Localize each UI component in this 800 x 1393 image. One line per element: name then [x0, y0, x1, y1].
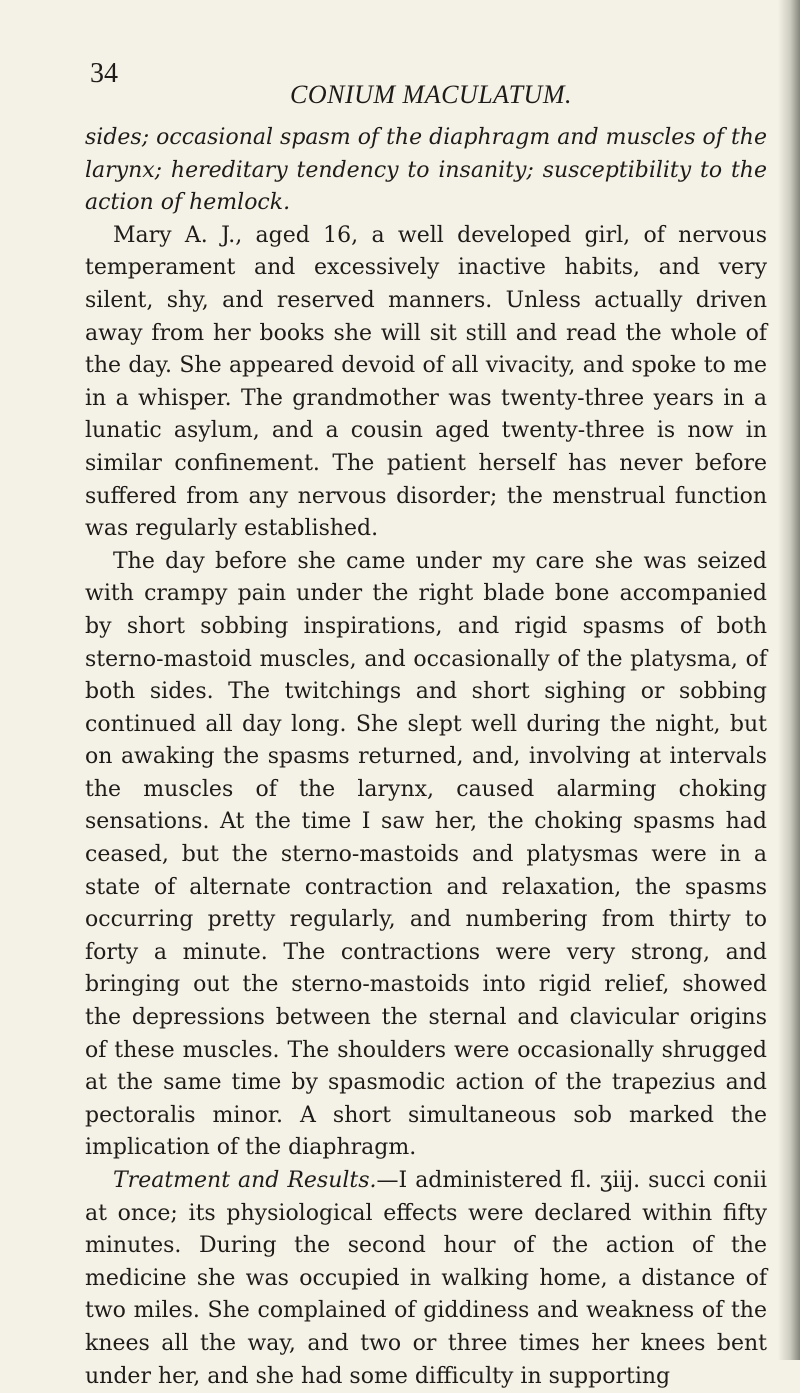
treatment-text: —I administered fl. ʒiij. succi conii at once; its physiological effects were declared within fifty minutes. During the second hour of the action of the medicine she was occupied in walking home, a distance of two miles. She complained of giddiness and weakness of the knees all the way, and two or three times her knees bent under her, and she had some difficulty in supporting: [85, 1168, 767, 1389]
paragraph-symptoms: The day before she came under my care she was seized with crampy pain under the right blade bone accompanied by short sobbing inspirations, and rigid spasms of both sterno-mastoid muscles, and occasionally of the platysma, of both sides. The twitchings and short sighing or sobbing continued all day long. She slept well during the night, but on awaking the spasms returned, and, involving at intervals the muscles of the larynx, caused alarming choking sensations. At the time I saw her, the choking spasms had ceased, but the sterno-mastoids and platysmas were in a state of alternate contraction and relaxation, the spasms occurring pretty regularly, and numbering from thirty to forty a minute. The contractions were very strong, and bringing out the sterno-mastoids into rigid relief, showed the depressions between the sternal and clavicular origins of these muscles. The shoulders were occasionally shrugged at the same time by spasmodic action of the trapezius and pectoralis minor. A short simultaneous sob marked the implication of the diaphragm.: [85, 548, 767, 1161]
running-title: CONIUM MACULATUM.: [290, 80, 572, 109]
page-number: 34: [90, 58, 118, 89]
body-text: [85, 122, 767, 1393]
paragraph-case-history: Mary A. J., aged 16, a well developed girl, of nervous temperament and excessively inactive habits, and very silent, shy, and reserved manners. Unless actually driven away from her books she will sit still and read the whole of the day. She appeared devoid of all vivacity, and spoke to me in a whisper. The grandmother was twenty-three years in a lunatic asylum, and a cousin aged twenty-three is now in similar confinement. The patient herself has never before suffered from any nervous disorder; the menstrual function was regularly established.: [85, 222, 767, 542]
paragraph-case-summary: sides; occasional spasm of the diaphragm and muscles of the larynx; hereditary tendency to insanity; susceptibility to the action of hemlock.: [85, 125, 767, 216]
treatment-heading: Treatment and Results.: [113, 1168, 377, 1193]
paragraph-treatment: [85, 1165, 767, 1393]
page-edge-shadow: [778, 0, 800, 1360]
